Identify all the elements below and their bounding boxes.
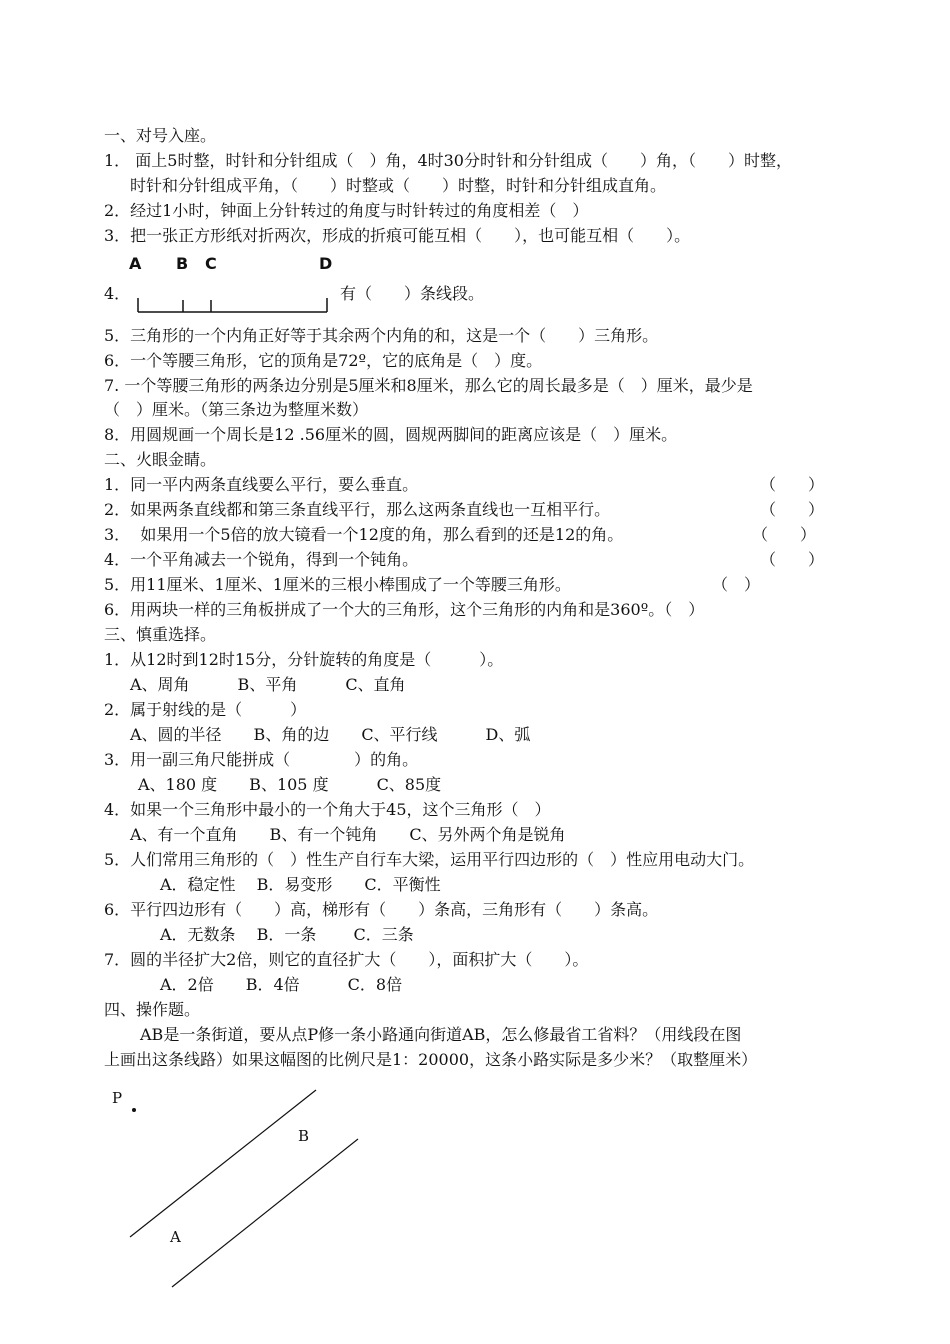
figure-label-b: B xyxy=(298,1127,310,1145)
figure-label-a: A xyxy=(170,1228,181,1246)
text-line-q2-5p: （ ） xyxy=(712,575,761,594)
text-line-q3-1: 1．从12时到12时15分，分针旋转的角度是（ ）。 xyxy=(104,650,504,669)
text-line-q1-8: 8．用圆规画一个周长是12 .56厘米的圆，圆规两脚间的距离应该是（ ）厘米。 xyxy=(104,425,678,444)
segment-figure xyxy=(138,298,327,312)
point-p-dot xyxy=(132,1108,136,1112)
text-line-q2-1: 1．同一平内两条直线要么平行，要么垂直。 xyxy=(104,475,419,494)
text-line-q3-4: 4．如果一个三角形中最小的一个角大于45，这个三角形（ ） xyxy=(104,800,551,819)
text-line-q3-5: 5．人们常用三角形的（ ）性生产自行车大梁，运用平行四边形的（ ）性应用电动大门。 xyxy=(104,850,755,869)
text-line-q2-5: 5．用11厘米、1厘米、1厘米的三根小棒围成了一个等腰三角形。 xyxy=(104,575,571,594)
text-line-s1-title: 一、对号入座。 xyxy=(104,126,217,145)
text-line-q3-7o: A．2倍 B．4倍 C．8倍 xyxy=(160,975,403,994)
text-line-q1-1b: 时针和分针组成平角，（ ）时整或（ ）时整，时针和分针组成直角。 xyxy=(130,176,667,195)
text-line-q3-2: 2．属于射线的是（ ） xyxy=(104,700,307,719)
text-line-q1-7b: （ ）厘米。（第三条边为整厘米数） xyxy=(104,400,369,419)
text-line-q3-3o: A、180 度 B、105 度 C、85度 xyxy=(138,775,442,794)
text-line-q3-2o: A、圆的半径 B、角的边 C、平行线 D、弧 xyxy=(130,725,531,744)
text-line-q3-6: 6．平行四边形有（ ）高，梯形有（ ）条高，三角形有（ ）条高。 xyxy=(104,900,659,919)
text-line-q4-1: AB是一条街道，要从点P修一条小路通向街道AB，怎么修最省工省料？（用线段在图 xyxy=(140,1025,742,1044)
q1-4-number: 4． xyxy=(104,284,131,303)
text-line-s2-title: 二、火眼金睛。 xyxy=(104,450,217,469)
text-line-q3-7: 7．圆的半径扩大2倍，则它的直径扩大（ ），面积扩大（ ）。 xyxy=(104,950,589,969)
segment-label-a: A xyxy=(129,254,142,273)
text-line-q2-3p: （ ） xyxy=(752,525,817,544)
text-line-q2-6: 6．用两块一样的三角板拼成了一个大的三角形，这个三角形的内角和是360º。（ ） xyxy=(104,600,705,619)
text-line-s4-title: 四、操作题。 xyxy=(104,1000,201,1019)
segment-label-b: B xyxy=(176,254,189,273)
text-line-q1-7: 7. 一个等腰三角形的两条边分别是5厘米和8厘米，那么它的周长最多是（ ）厘米，最少是 xyxy=(104,376,753,395)
text-line-q3-1o: A、周角 B、平角 C、直角 xyxy=(130,675,406,694)
text-line-q1-5: 5．三角形的一个内角正好等于其余两个内角的和，这是一个（ ）三角形。 xyxy=(104,326,659,345)
text-line-q1-6: 6．一个等腰三角形，它的顶角是72º，它的底角是（ ）度。 xyxy=(104,351,543,370)
segment-label-d: D xyxy=(319,254,333,273)
text-line-q3-4o: A、有一个直角 B、有一个钝角 C、另外两个角是锐角 xyxy=(130,825,566,844)
text-line-q1-2: 2．经过1小时，钟面上分针转过的角度与时针转过的角度相差（ ） xyxy=(104,201,589,220)
figure-label-p: P xyxy=(112,1089,123,1107)
text-line-q2-1p: （ ） xyxy=(760,475,825,494)
text-line-q4-1b: 上画出这条线路）如果这幅图的比例尺是1：20000，这条小路实际是多少米？（取整厘米） xyxy=(104,1050,758,1069)
text-line-q1-1: 1． 面上5时整，时针和分针组成（ ）角，4时30分时针和分针组成（ ）角，（ ）时整， xyxy=(104,151,792,170)
street-line-upper xyxy=(130,1090,316,1237)
text-line-q2-4p: （ ） xyxy=(760,550,825,569)
text-line-q1-4b: 有（ ）条线段。 xyxy=(340,284,485,303)
text-line-q3-6o: A．无数条 B．一条 C．三条 xyxy=(160,925,414,944)
segment-label-c: C xyxy=(205,254,217,273)
text-line-q2-3: 3． 如果用一个5倍的放大镜看一个12度的角，那么看到的还是12的角。 xyxy=(104,525,624,544)
text-line-q1-3: 3．把一张正方形纸对折两次，形成的折痕可能互相（ ），也可能互相（ ）。 xyxy=(104,226,691,245)
street-figure xyxy=(130,1090,358,1287)
text-line-q2-2p: （ ） xyxy=(760,500,825,519)
text-line-s3-title: 三、慎重选择。 xyxy=(104,625,217,644)
street-line-lower xyxy=(172,1139,358,1287)
text-line-q2-2: 2．如果两条直线都和第三条直线平行，那么这两条直线也一互相平行。 xyxy=(104,500,611,519)
text-line-q3-3: 3．用一副三角尺能拼成（ ）的角。 xyxy=(104,750,419,769)
text-line-q3-5o: A．稳定性 B．易变形 C．平衡性 xyxy=(160,875,441,894)
text-line-q2-4: 4．一个平角减去一个锐角，得到一个钝角。 xyxy=(104,550,419,569)
